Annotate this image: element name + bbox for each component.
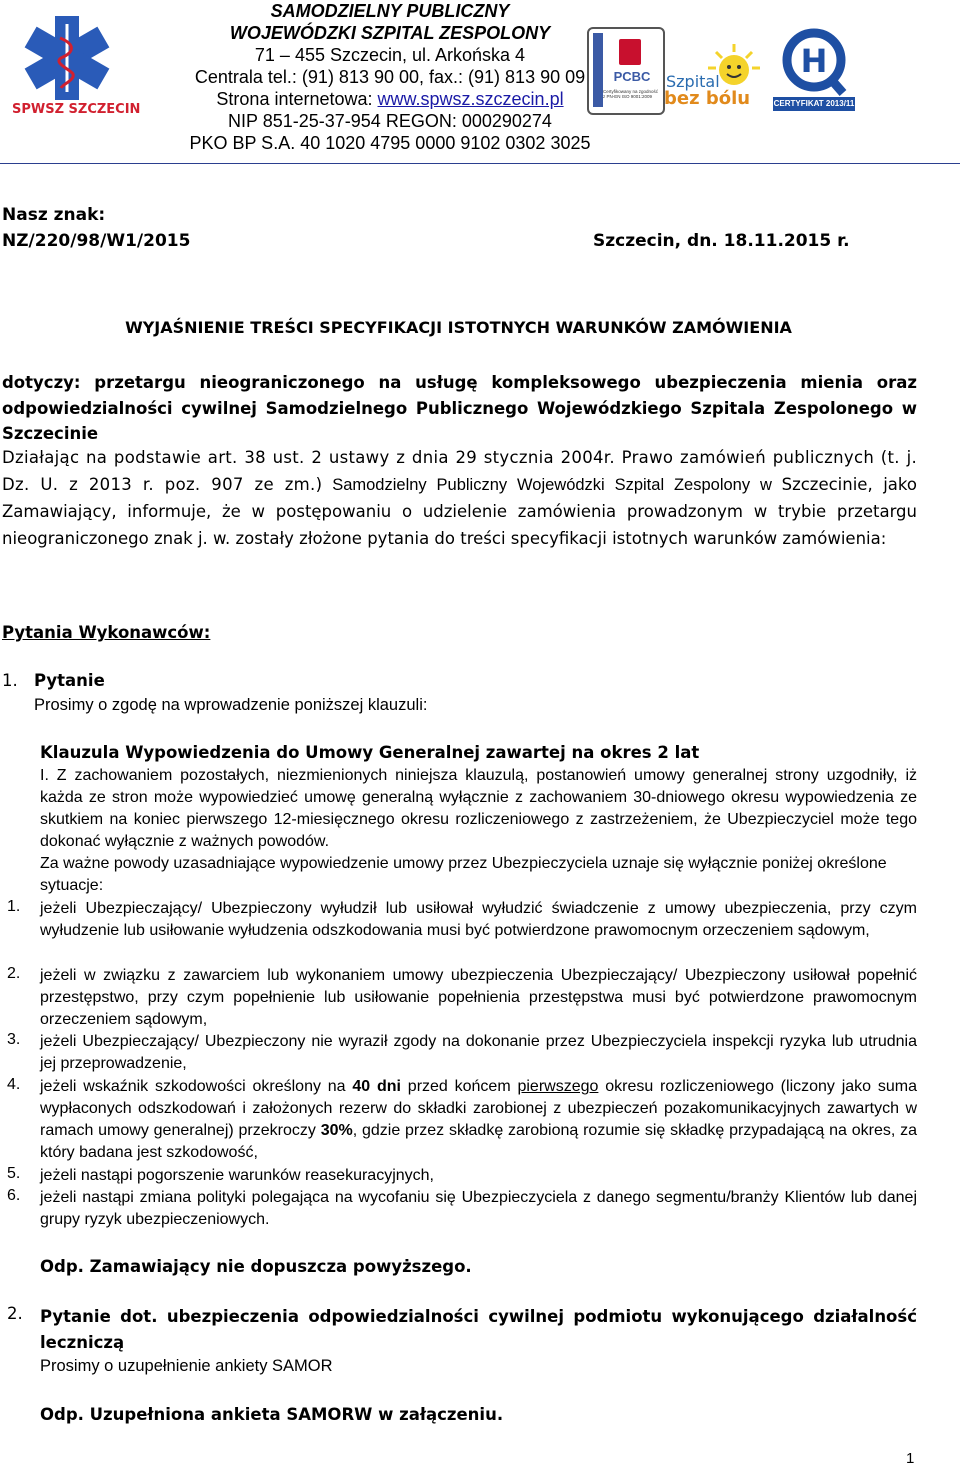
website-label: Strona internetowa: (216, 89, 373, 109)
quality-q-icon (773, 27, 855, 97)
intro-legal-basis: Działając na podstawie art. 38 ust. 2 ustawy z dnia 29 stycznia 2004r. Prawo zamówień publicznych (t. j. Dz. U. z 2013 r. poz. 907 ze zm.) (2, 448, 917, 494)
clause-item (40, 1076, 917, 1164)
q2-answer: Odp. Uzupełniona ankieta SAMORW w załączeniu. (40, 1405, 504, 1424)
clause-item-number: 1. (7, 898, 21, 915)
subject: dotyczy: przetargu nieograniczonego na usługę kompleksowego ubezpieczenia mienia oraz odpowiedzialności cywilnej Samodzielnego Publicznego Wojewódzkiego Szpitala Zespolonego w Szczecinie (2, 373, 917, 443)
clause-item: jeżeli nastąpi zmiana polityki polegająca na wycofaniu się Ubezpieczyciela z danego segmentu/branży Klientów lub danej grupy ryzyk ubezpieczeniowych. (40, 1189, 917, 1228)
eagle-emblem-icon (619, 39, 641, 65)
clause-item-first: pierwszego (517, 1078, 599, 1095)
pcbc-badge (587, 27, 665, 115)
clause-item-percent: 30% (320, 1122, 353, 1139)
ref-label: Nasz znak: (2, 205, 106, 225)
clause-item-number: 3. (7, 1031, 21, 1048)
q1-text: Prosimy o zgodę na wprowadzenie poniższej klauzuli: (34, 696, 428, 714)
pain-free-badge (664, 42, 764, 112)
clause-item: jeżeli nastąpi pogorszenie warunków reasekuracyjnych, (40, 1167, 434, 1184)
hospital-header (140, 0, 640, 154)
q1-number: 1. (2, 671, 18, 690)
intro-statement: Szczecinie, jako Zamawiający, informuje, że w postępowaniu o udzielenie zamówienia prowadzonym w trybie przetargu nieograniczonego znak j. w. zostały złożone pytania do treści specyfikacji istotnych warunków zamówienia: (2, 475, 917, 548)
place-date: Szczecin, dn. 18.11.2015 r. (593, 231, 850, 251)
intro-hospital: Samodzielny Publiczny Wojewódzki Szpital Zespolony w (322, 476, 772, 494)
certificate-label: CERTYFIKAT 2013/11 (773, 97, 855, 111)
clause-item-text: , gdzie przez składkę zarobioną rozumie się składkę przypadającą na okres, za który badana jest szkodowość, (40, 1122, 918, 1161)
website-link[interactable]: www.spwsz.szczecin.pl (377, 89, 564, 109)
intro-paragraph (2, 445, 917, 553)
header-phone: Centrala tel.: (91) 813 90 00, fax.: (91) 813 90 09 (194, 67, 586, 87)
header-line2: WOJEWÓDZKI SZPITAL ZESPOLONY (229, 23, 551, 43)
page-number: 1 (906, 1450, 915, 1467)
q2-text: Prosimy o uzupełnienie ankiety SAMOR (40, 1357, 333, 1375)
hospital-logo (12, 8, 141, 123)
questions-heading: Pytania Wykonawców: (2, 623, 211, 642)
header-bank: PKO BP S.A. 40 1020 4795 0000 9102 0302 3025 (189, 133, 591, 153)
clause-item-text: przed końcem (401, 1078, 518, 1095)
header-divider (0, 163, 960, 164)
header-address: 71 – 455 Szczecin, ul. Arkońska 4 (254, 45, 526, 65)
clause-item-number: 2. (7, 965, 21, 982)
clause-item-number: 6. (7, 1187, 21, 1204)
clause-item-days: 40 dni (352, 1078, 401, 1095)
q1-label: Pytanie (34, 671, 105, 690)
clause-item-text: okresu rozliczeniowego (liczony jako suma wypłaconych odszkodowań i założonych rezerw do składki zarobionej z ubezpieczeń pozakomunikacyjnych zawartych w ramach umowy generalnej) przekroczy (40, 1078, 918, 1139)
q2-label: Pytanie dot. ubezpieczenia odpowiedzialności cywilnej podmiotu wykonującego działalność leczniczą (40, 1307, 917, 1352)
q1-answer: Odp. Zamawiający nie dopuszcza powyższego. (40, 1257, 472, 1276)
q2-number: 2. (7, 1304, 23, 1323)
clause-paragraph-1: I. Z zachowaniem pozostałych, niezmienionych niniejsza klauzulą, postanowień umowy generalnej strony uzgodniły, iż każda ze stron może wypowiedzieć umowę generalną wyłącznie z zachowaniem 30-dniowego okresu wypowiedzenia ze skutkiem na koniec pierwszego 12-miesięcznego okresu rozliczeniowego z zastrzeżeniem, że Ubezpieczyciel może tego dokonać wyłącznie z ważnych powodów. (40, 767, 917, 850)
clause-paragraph-2: Za ważne powody uzasadniające wypowiedzenie umowy przez Ubezpieczyciela uznaje się wyłącznie poniżej określone sytuacje: (40, 855, 887, 894)
ref-number: NZ/220/98/W1/2015 (2, 231, 191, 251)
logo-text: SPWSZ SZCZECIN (12, 102, 141, 117)
header-nip: NIP 851-25-37-954 REGON: 000290274 (228, 111, 552, 131)
pcbc-caption: Certyfikowany na zgodność z PN-EN ISO 9001:2009 (603, 89, 659, 99)
clause-item-number: 5. (7, 1165, 21, 1182)
pain-free-line1: Szpital (666, 72, 720, 91)
clause-item-number: 4. (7, 1076, 21, 1093)
clause-title: Klauzula Wypowiedzenia do Umowy Generalnej zawartej na okres 2 lat (40, 743, 700, 762)
clause-item: jeżeli w związku z zawarciem lub wykonaniem umowy ubezpieczenia Ubezpieczający/ Ubezpieczony usiłował popełnić przestępstwo, przy czym popełnienie lub usiłowanie popełnienia przestępstwa musi być potwierdzone prawomocnym orzeczeniem sądowym, (40, 967, 917, 1028)
pain-free-line2: bez bólu (664, 88, 751, 109)
clause-item: jeżeli Ubezpieczający/ Ubezpieczony wyłudził lub usiłował wyłudzić świadczenie z umowy ubezpieczenia, przy czym wyłudzenie lub usiłowanie wyłudzenia odszkodowania musi być potwierdzone prawomocnym orzeczeniem sądowym, (40, 900, 917, 939)
svg-text:H: H (800, 42, 828, 80)
header-line1: SAMODZIELNY PUBLICZNY (270, 1, 510, 21)
clause-item: jeżeli Ubezpieczający/ Ubezpieczony nie wyraził zgody na dokonanie przez Ubezpieczyciela inspekcji ryzyka lub utrudnia jej przeprowadzenie, (40, 1033, 917, 1072)
quality-certificate-badge (773, 27, 855, 111)
pcbc-label: PCBC (613, 69, 651, 84)
document-title: WYJAŚNIENIE TREŚCI SPECYFIKACJI ISTOTNYCH WARUNKÓW ZAMÓWIENIA (125, 318, 792, 337)
header-website (140, 88, 640, 110)
clause-item-text: jeżeli wskaźnik szkodowości określony na (40, 1078, 353, 1095)
